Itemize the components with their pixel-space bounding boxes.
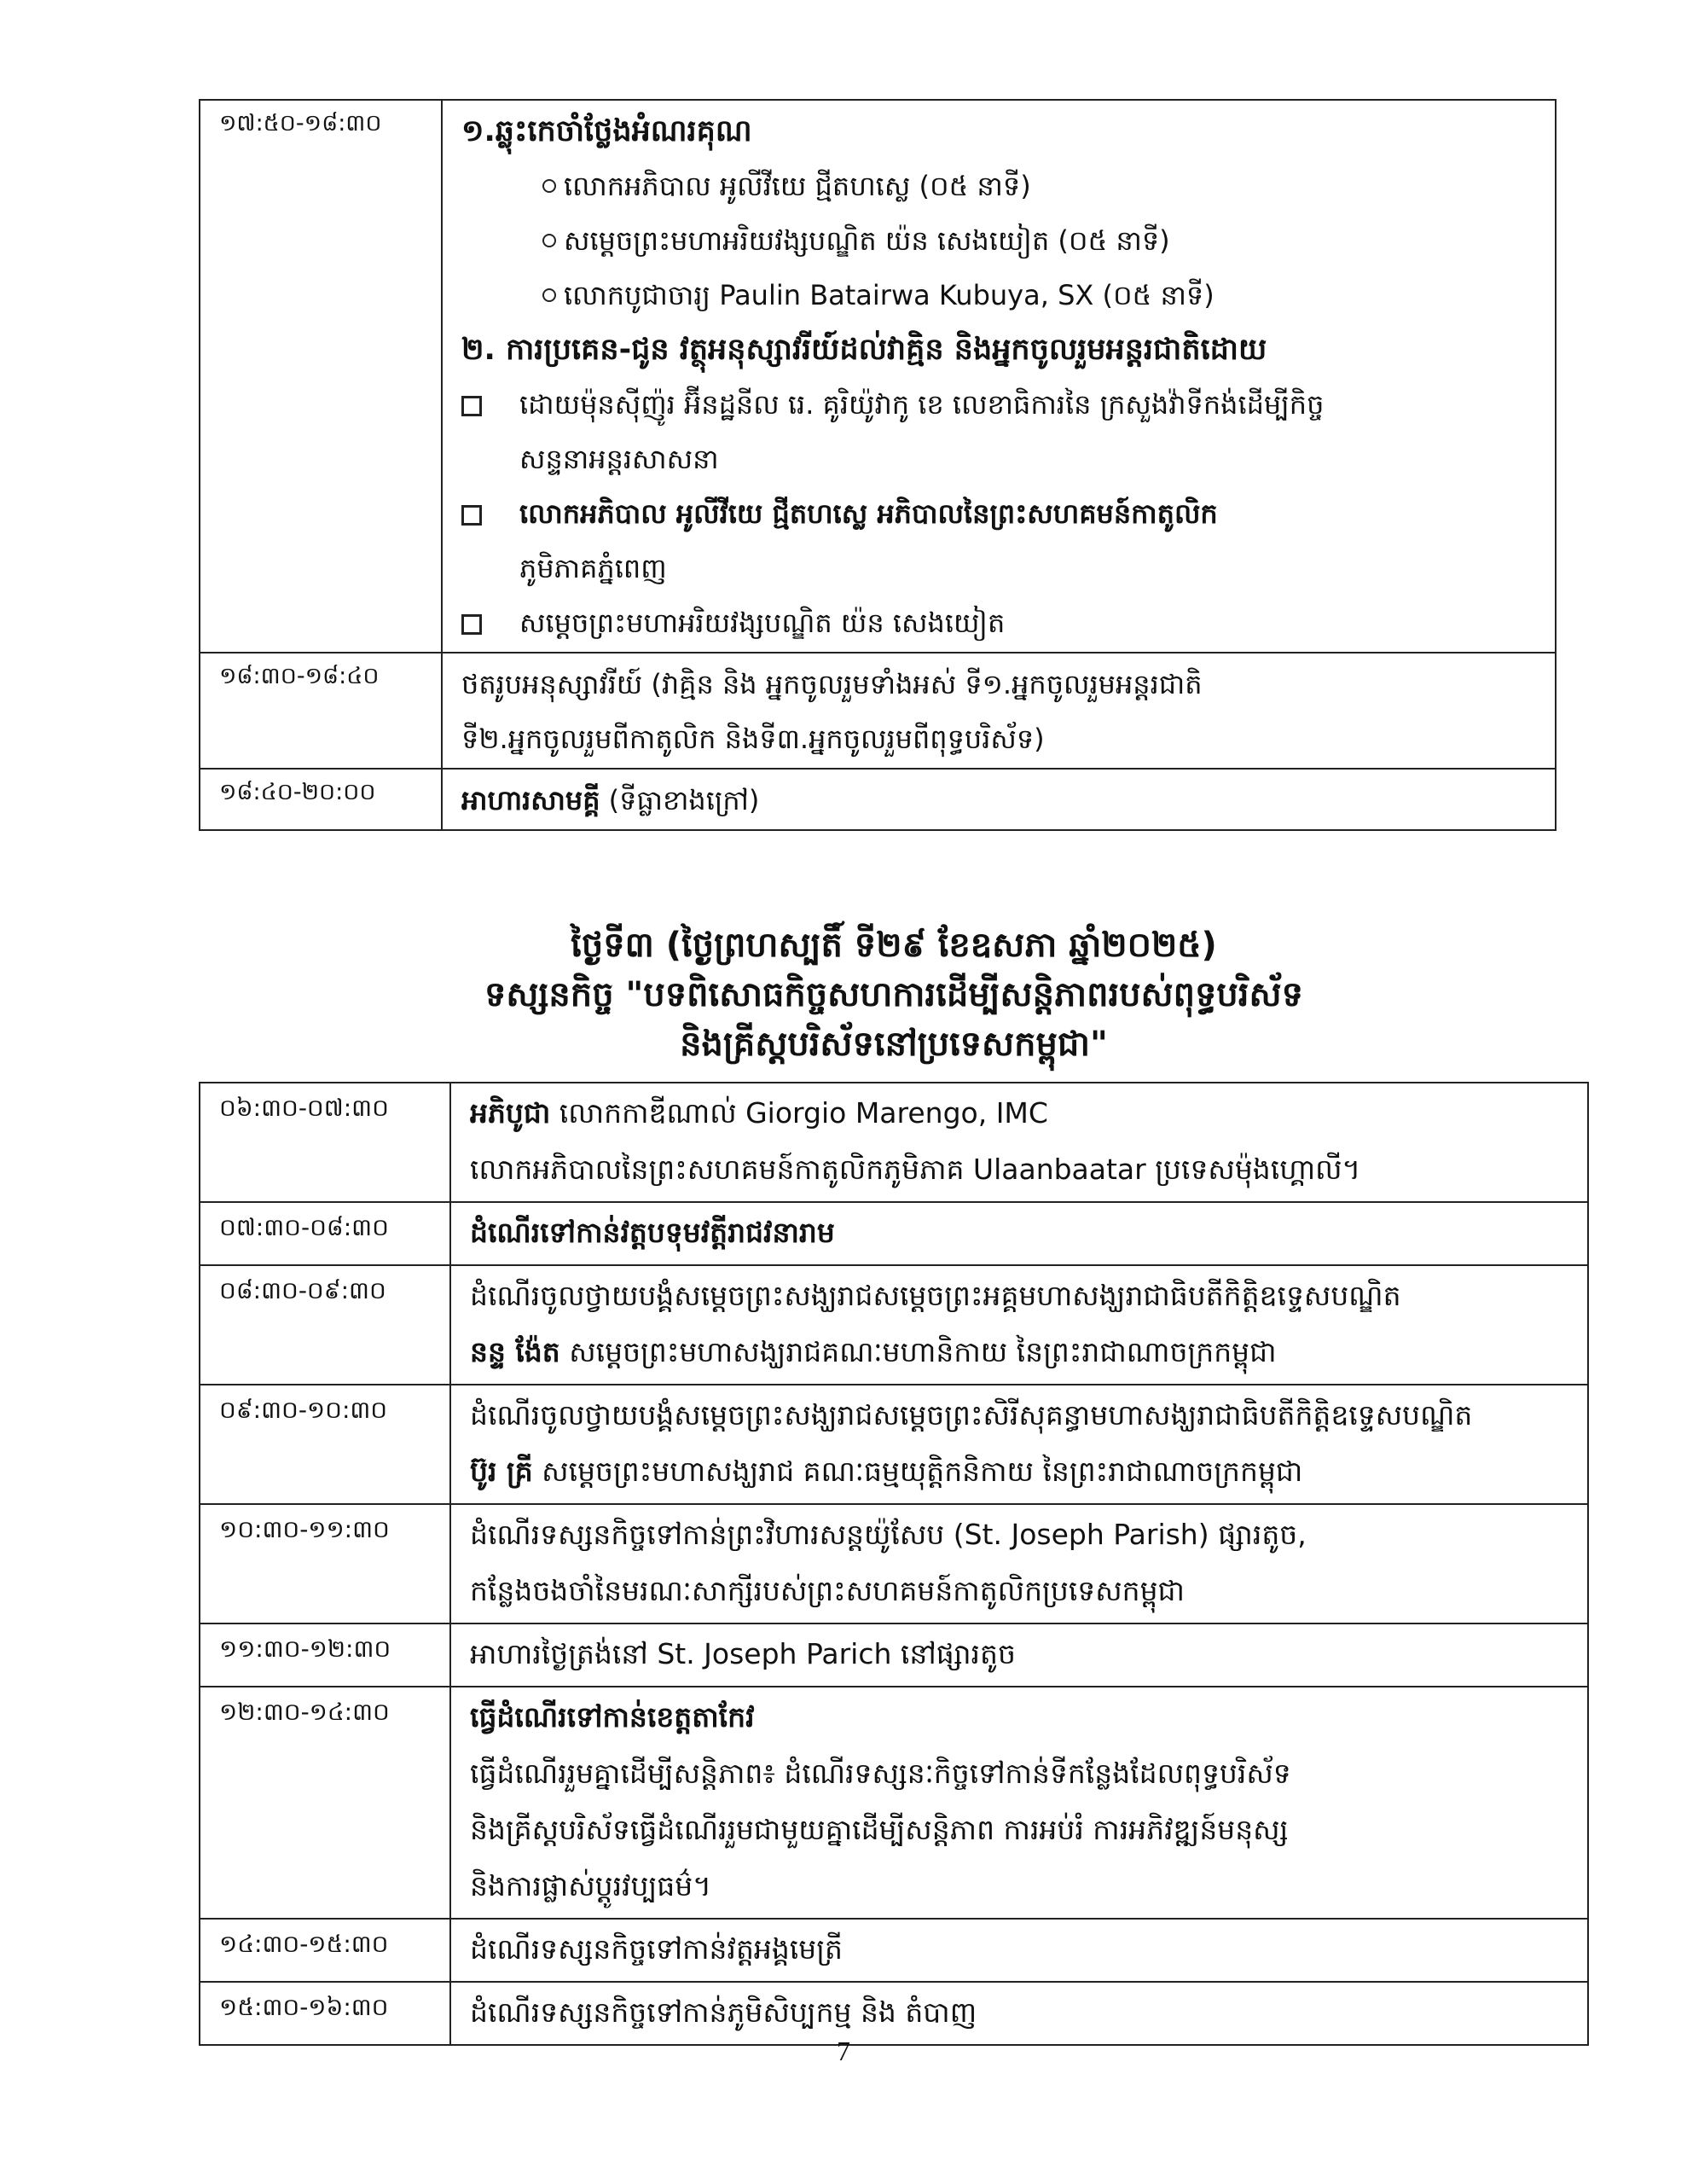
content-cell [450,1083,1588,1202]
cell-text: អាហារថ្ងៃត្រង់នៅ St. Joseph Parich នៅផ្សារតូច [470,1637,1016,1670]
list-item: លោកបូជាចារ្យ Paulin Batairwa Kubuya, SX (០៥ នាទី) [461,268,1546,322]
cell-text: នន្ទ ង៉ែត សម្ដេចព្រះមហាសង្ឃរាជគណៈមហានិកាយ នៃព្រះរាជាណាចក្រកម្ពុជា [470,1335,1277,1368]
list-item: សម្ដេចព្រះមហាអរិយវង្សបណ្ឌិត យ៉ន សេងយៀត (០៥ នាទី) [461,213,1546,268]
day3-subtitle-cont: និងគ្រីស្តបរិស័ទនៅប្រទេសកម្ពុជា" [680,1025,1108,1064]
time-cell: ១១:៣០-១២:៣០ [200,1623,450,1687]
circle-bullet-icon [542,234,556,247]
circle-bullet-icon [542,288,556,302]
page-number: 7 [837,2036,850,2066]
cell-text: និងការផ្លាស់ប្តូរវប្បធម៌។ [470,1869,711,1902]
time-cell: ១៤:៣០-១៥:៣០ [200,1919,450,1982]
cell-text: ដំណើរទស្សនកិច្ចទៅកាន់ព្រះវិហារសន្តយ៉ូសែប (St. Joseph Parish) ផ្សារតូច, [470,1518,1307,1551]
cell-text: ប៊ូរ គ្រី សម្ដេចព្រះមហាសង្ឃរាជ គណៈធម្មយុត្តិកនិកាយ នៃព្រះរាជាណាចក្រកម្ពុជា [470,1455,1303,1488]
cell-text: ដំណើរទស្សនកិច្ចទៅកាន់ភូមិសិប្បកម្ម និង តំបាញ [470,1995,977,2029]
cell-text: អភិបូជា លោកកាឌីណាល់ Giorgio Marengo, IMC [470,1096,1048,1130]
list-item-continuation: ភូមិភាគភ្នំពេញ [519,552,667,584]
section-heading-thanks: ១.ឆ្លុះកេចាំថ្លែងអំណរគុណ [461,114,752,148]
content-cell [450,1687,1588,1919]
cell-text: ធ្វើដំណើររួមគ្នាដើម្បីសន្តិភាព៖ ដំណើរទស្សនៈកិច្ចទៅកាន់ទីកន្លែងដែលពុទ្ធបរិស័ទ [470,1757,1291,1790]
cell-text: ដំណើរទស្សនកិច្ចទៅកាន់វត្តអង្គមេត្រី [470,1932,843,1966]
table-row [200,653,1556,769]
table-row [200,1265,1588,1385]
table-row [200,1919,1588,1982]
table-row [200,1687,1588,1919]
cell-text: លោកអភិបាលនៃព្រះសហគមន៍កាតូលិកភូមិភាគ Ulaanbaatar ប្រទេសម៉ុងហ្គោលី។ [470,1153,1361,1186]
schedule-body [200,1083,1588,2045]
cell-text: ទី២.អ្នកចូលរួមពីកាតូលិក និងទី៣.អ្នកចូលរួមពីពុទ្ធបរិស័ទ) [461,723,1045,755]
content-cell [442,100,1556,653]
content-cell [450,1385,1588,1504]
cell-text: កន្លែងចងចាំនៃមរណៈសាក្សីរបស់ព្រះសហគមន៍កាតូលិកប្រទេសកម្ពុជា [470,1574,1185,1607]
time-cell: ១២:៣០-១៤:៣០ [200,1687,450,1919]
table-row [200,1623,1588,1687]
list-item-continuation: សន្ទនាអន្តរសាសនា [519,443,719,475]
cell-text: ដំណើរចូលថ្វាយបង្គំសម្ដេចព្រះសង្ឃរាជសម្ដេចព្រះសិរីសុគន្ធាមហាសង្ឃរាជាធិបតីកិត្តិឧទ្ទេសបណ្ឌិត [470,1398,1473,1432]
cell-text: អាហារសាមគ្គី (ទីធ្លាខាងក្រៅ) [461,784,760,816]
time-cell: ១៨:៣០-១៨:៤០ [200,653,442,769]
content-cell [442,653,1556,769]
cell-text: ដំណើរទៅកាន់វត្តបទុមវត្តីរាជវនារាម [470,1216,835,1249]
schedule-table-day2-end [199,99,1557,831]
day3-subtitle: ទស្សនកិច្ច "បទពិសោធកិច្ចសហការដើម្បីសន្តិភាពរបស់ពុទ្ធបរិស័ទ [484,975,1303,1014]
time-cell: ១៨:៤០-២០:០០ [200,769,442,830]
section-heading-gifts: ២. ការប្រគេន-ជូន វត្ថុអនុស្សាវរីយ៍ដល់វាគ្មិន និងអ្នកចូលរួមអន្តរជាតិដោយ [461,333,1267,367]
time-cell: ១០:៣០-១១:៣០ [200,1504,450,1623]
cell-text: ដំណើរចូលថ្វាយបង្គំសម្ដេចព្រះសង្ឃរាជសម្ដេចព្រះអគ្គមហាសង្ឃរាជាធិបតីកិត្តិឧទ្ទេសបណ្ឌិត [470,1279,1401,1312]
table-row [200,769,1556,830]
time-cell: ០៧:៣០-០៨:៣០ [200,1202,450,1265]
schedule-table-day3 [199,1082,1589,2046]
time-cell: ០៦:៣០-០៧:៣០ [200,1083,450,1202]
time-cell: ១៧:៥០-១៨:៣០ [200,100,442,653]
cell-text: និងគ្រីស្តបរិស័ទធ្វើដំណើររួមជាមួយគ្នាដើម្បីសន្តិភាព ការអប់រំ ការអភិវឌ្ឍន៍មនុស្ស [470,1813,1289,1846]
list-item: សម្ដេចព្រះមហាអរិយវង្សបណ្ឌិត យ៉ន សេងយៀត [461,595,1546,650]
time-cell: ០៩:៣០-១០:៣០ [200,1385,450,1504]
checkbox-bullet-icon [461,614,482,635]
content-cell [450,1919,1588,1982]
checkbox-bullet-icon [461,396,482,416]
list-item: ដោយម៉ុនស៊ីញ៉ូរ អ៊ីនដ្ឋនីល រេ. គូរិយ៉ូវាកូ ខេ លេខាធិការនៃ ក្រសួងវ៉ាទីកង់ដើម្បីកិច្ច [461,377,1546,432]
checkbox-bullet-icon [461,505,482,526]
list-item: លោកអភិបាល អូលីវីយេ ជ្មីតហស្លេ (០៥ នាទី) [461,159,1546,213]
cell-text: ធ្វើដំណើរទៅកាន់ខេត្តតាកែវ [470,1700,755,1734]
cell-text: ថតរូបអនុស្សាវរីយ៍ (វាគ្មិន និង អ្នកចូលរួមទាំងអស់ ទី១.អ្នកចូលរួមអន្តរជាតិ [461,668,1203,700]
time-cell: ០៨:៣០-០៩:៣០ [200,1265,450,1385]
content-cell [450,1202,1588,1265]
table-row [200,1083,1588,1202]
table-row [200,1504,1588,1623]
content-cell [450,1504,1588,1623]
content-cell [450,1623,1588,1687]
time-cell: ១៥:៣០-១៦:៣០ [200,1982,450,2045]
content-cell [442,769,1556,830]
day3-title: ថ្ងៃទី៣ (ថ្ងៃព្រហស្បតិ៍ ទី២៩ ខែឧសភា ឆ្នាំ២០២៥) [571,926,1217,965]
content-cell [450,1265,1588,1385]
table-row [200,100,1556,653]
table-row [200,1385,1588,1504]
circle-bullet-icon [542,179,556,193]
list-item: លោកអភិបាល អូលីវីយេ ជ្មីតហស្លេ អភិបាលនៃព្រះសហគមន៍កាតូលិក [461,486,1546,541]
table-row [200,1202,1588,1265]
